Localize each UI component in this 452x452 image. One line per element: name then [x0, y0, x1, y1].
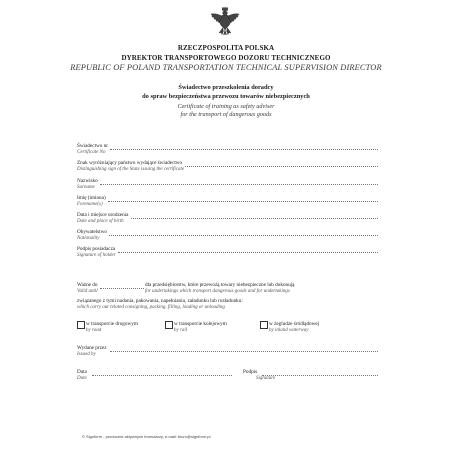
signature-label-en: Signature: [256, 376, 276, 381]
field-label-en: Forename(s): [77, 202, 103, 207]
field-label-en: Nationality: [77, 236, 100, 241]
inland-waterway-checkbox[interactable]: [260, 321, 268, 329]
field-input-line[interactable]: [108, 201, 378, 202]
validity-text-en: for undertakings which transport dangerous goods and for undertakings: [145, 289, 290, 294]
field-label-en: Signature of holder: [77, 253, 116, 258]
signature-label: Podpis: [243, 369, 258, 375]
field-input-line[interactable]: [100, 184, 378, 185]
certificate-title-en: Certificate of training as safety adviser: [177, 103, 275, 110]
date-field[interactable]: [92, 375, 232, 376]
rail-label: w transporcie kolejowym: [174, 321, 227, 327]
authority-heading-en: REPUBLIC OF POLAND TRANSPORTATION TECHNICAL SUPERVISION DIRECTOR: [70, 63, 382, 72]
field-input-line[interactable]: [110, 149, 378, 150]
signature-field[interactable]: [262, 375, 378, 376]
inland-waterway-label: w żegludze śródlądowej: [269, 321, 320, 327]
rail-label-en: by rail: [174, 328, 188, 333]
date-label: Data: [77, 369, 87, 375]
validity-scope-en: which carry out related consigning, packing, filling, loading or unloading: [77, 305, 225, 310]
footer-note: © Signform - producent aktywnych formularzy, e-mail: biuro@signform.pl: [82, 434, 211, 439]
field-label: Data i miejsce urodzenia: [77, 212, 129, 218]
field-input-line[interactable]: [118, 252, 378, 253]
country-heading: RZECZPOSPOLITA POLSKA: [177, 44, 275, 52]
field-label: Obywatelstwo: [77, 229, 107, 235]
authority-heading: DYREKTOR TRANSPORTOWEGO DOZORU TECHNICZNEGO: [121, 54, 331, 62]
issued-by-label-en: Issued by: [77, 352, 96, 357]
date-label-en: Date: [77, 376, 87, 381]
rail-checkbox[interactable]: [165, 321, 173, 329]
valid-until-label-en: Valid until: [77, 289, 98, 294]
field-label-en: Certificate No: [77, 150, 106, 155]
field-label-en: Distinguishing sign of the State issuing the certificate: [77, 167, 185, 172]
field-label: Imię (imiona): [77, 195, 106, 201]
valid-until-label: Ważne do: [77, 282, 98, 288]
validity-scope: związanego z tymi nadania, pakowania, napełniania, załadunku lub rozładunku:: [77, 298, 243, 304]
validity-text: dla przedsiębiorstw, które przewożą towary niebezpieczne lub dokonują: [145, 282, 295, 288]
inland-waterway-label-en: by inland waterway: [269, 328, 309, 333]
certificate-title-line2: do spraw bezpieczeństwa przewozu towarów niebezpiecznych: [142, 93, 310, 100]
field-label: Nazwisko: [77, 178, 98, 184]
road-label-en: by road: [86, 328, 102, 333]
polish-eagle-icon: [209, 6, 241, 36]
certificate-title-en-line2: for the transport of dangerous goods: [180, 111, 272, 118]
field-label: Świadectwo nr: [77, 143, 108, 149]
field-input-line[interactable]: [185, 166, 378, 167]
road-checkbox[interactable]: [77, 321, 85, 329]
road-label: w transporcie drogowym: [86, 321, 138, 327]
field-label: Znak wyróżniający państwo wydające świadectwo: [77, 160, 183, 166]
field-label-en: Date and place of birth: [77, 219, 124, 224]
field-input-line[interactable]: [109, 235, 378, 236]
certificate-title: Świadectwo przeszkolenia doradcy: [178, 84, 274, 91]
valid-until-field[interactable]: [100, 288, 144, 289]
issued-by-field[interactable]: [110, 351, 378, 352]
field-label-en: Surname: [77, 185, 95, 190]
issued-by-label: Wydane przez: [77, 345, 107, 351]
field-input-line[interactable]: [131, 218, 378, 219]
field-label: Podpis posiadacza: [77, 246, 116, 252]
